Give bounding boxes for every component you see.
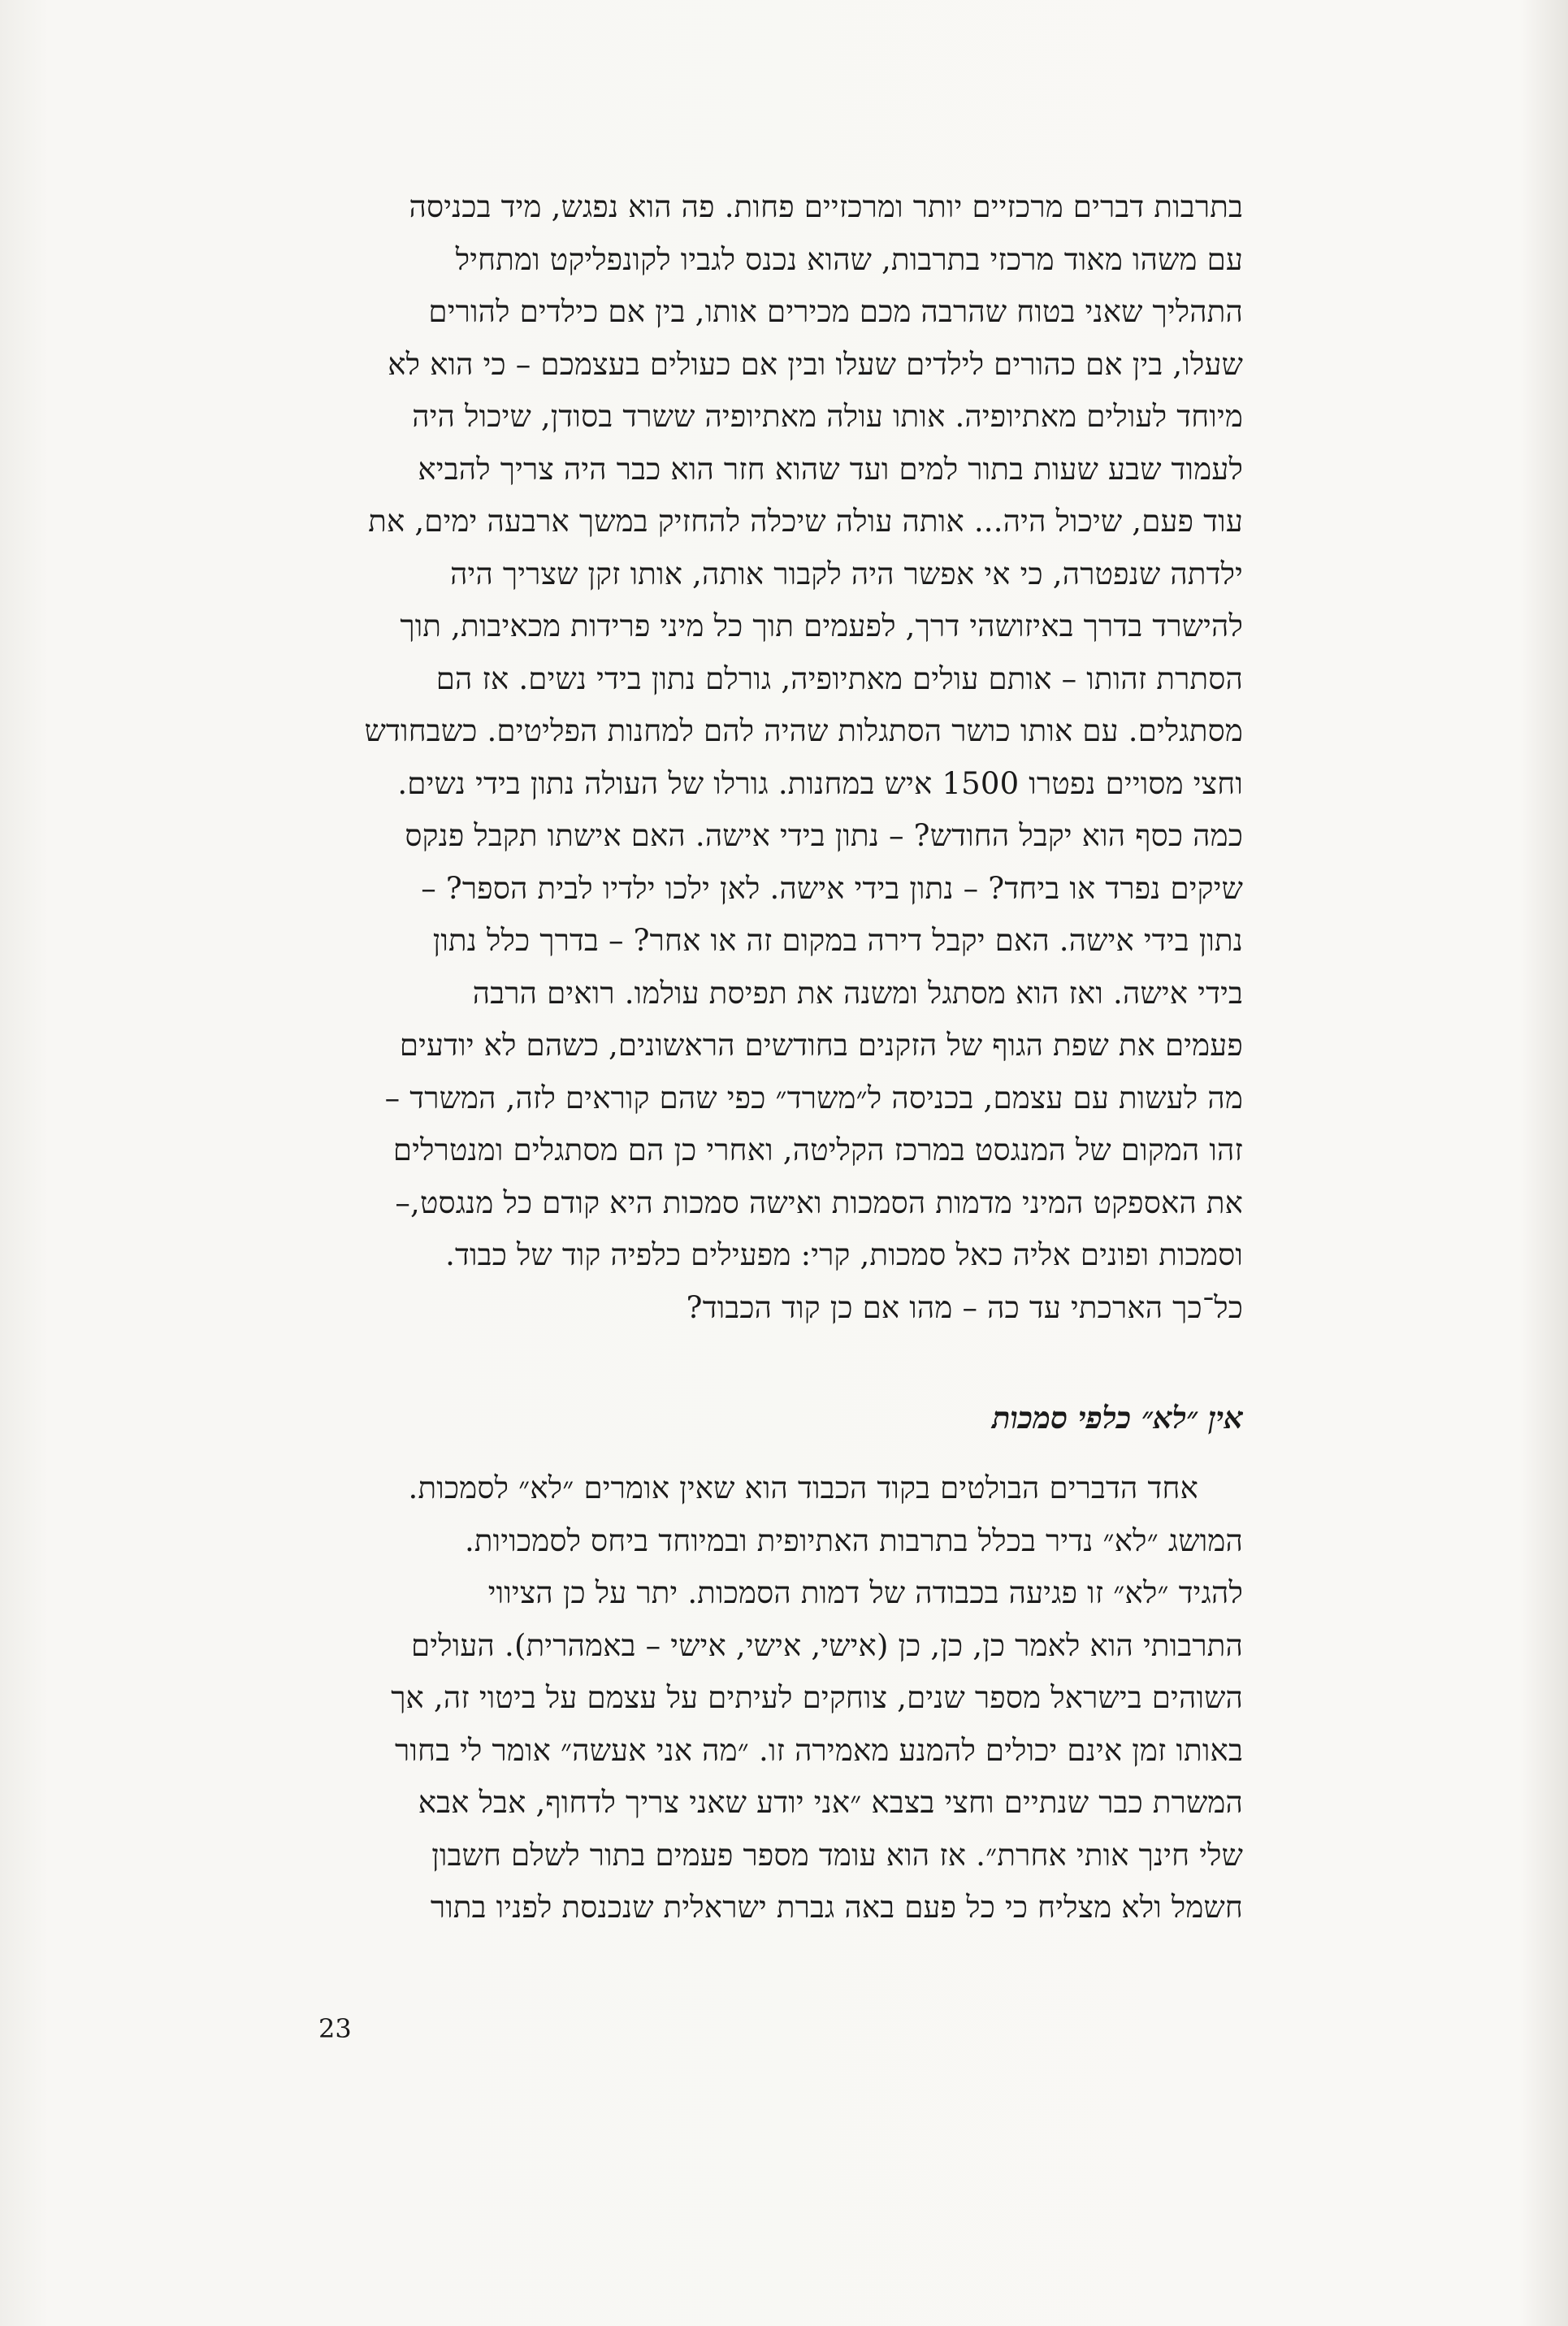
text-line: ילדתה שנפטרה, כי אי אפשר היה לקבור אותה, אותו זקן שצריך היה (450, 556, 1243, 591)
text-line: וחצי מסויים נפטרו 1500 איש במחנות. גורלו של העולה נתון בידי נשים. (397, 765, 1243, 801)
text-line: שלי חינך אותי אחרת״. אז הוא עומד מספר פעמים בתור לשלם חשבון (431, 1837, 1243, 1873)
text-line: כמה כסף הוא יקבל החודש? – נתון בידי אישה. האם אישתו תקבל פנקס (405, 818, 1243, 853)
text-line: המושג ״לא״ נדיר בכלל בתרבות האתיופית ובמיוחד ביחס לסמכויות. (464, 1523, 1243, 1558)
text-line: אחד הדברים הבולטים בקוד הכבוד הוא שאין אומרים ״לא״ לסמכות. (408, 1471, 1198, 1505)
text-line: להגיד ״לא״ זו פגיעה בכבודה של דמות הסמכות. יתר על כן הציווי (487, 1575, 1243, 1610)
page-number: 23 (318, 2013, 352, 2044)
text-line: עם משהו מאוד מרכזי בתרבות, שהוא נכנס לגביו לקונפליקט ומתחיל (455, 241, 1243, 277)
text-line: הסתרת זהותו – אותם עולים מאתיופיה, גורלם נתון בידי נשים. אז הם (435, 661, 1243, 696)
text-line: פעמים את שפת הגוף של הזקנים בחודשים הראשונים, כשהם לא יודעים (399, 1028, 1243, 1063)
text-line: כל־כך הארכתי עד כה – מהו אם כן קוד הכבוד? (686, 1289, 1243, 1325)
text-line: התרבותי הוא לאמר כן, כן, כן (אישי, אישי, אישי – באמהרית). העולים (411, 1627, 1243, 1663)
text-line: עוד פעם, שיכול היה... אותה עולה שיכלה להחזיק במשך ארבעה ימים, את (368, 504, 1243, 539)
text-line: את האספקט המיני מדמות הסמכות ואישה סמכות היא קודם כל מנגסט,– (395, 1185, 1243, 1220)
text-line: להישרד בדרך באיזושהי דרך, לפעמים תוך כל מיני פרידות מכאיבות, תוך (400, 609, 1243, 643)
text-line: וסמכות ופונים אליה כאל סמכות, קרי: מפעילים כלפיה קוד של כבוד. (445, 1237, 1243, 1272)
text-line: מה לעשות עם עצמם, בכניסה ל״משרד״ כפי שהם קוראים לזה, המשרד – (384, 1080, 1243, 1115)
text-line: חשמל ולא מצליח כי כל פעם באה גברת ישראלית שנכנסת לפניו בתור (430, 1890, 1243, 1925)
section-heading: אין ״לא״ כלפי סמכות (991, 1400, 1243, 1436)
text-line: השוהים בישראל מספר שנים, צוחקים לעיתים על עצמם על ביטוי זה, אך (391, 1680, 1243, 1715)
text-line: המשרת כבר שנתיים וחצי בצבא ״אני יודע שאני צריך לדחוף, אבל אבא (418, 1785, 1243, 1820)
text-line: באותו זמן אינם יכולים להמנע מאמירה זו. ״מה אני אעשה״ אומר לי בחור (394, 1732, 1243, 1768)
text-line: שעלו, בין אם כהורים לילדים שעלו ובין אם כעולים בעצמכם – כי הוא לא (388, 346, 1243, 382)
text-line: התהליך שאני בטוח שהרבה מכם מכירים אותו, בין אם כילדים להורים (428, 294, 1243, 329)
text-line: בתרבות דברים מרכזיים יותר ומרכזיים פחות. פה הוא נפגש, מיד בכניסה (409, 189, 1243, 224)
text-line: נתון בידי אישה. האם יקבל דירה במקום זה או אחר? – בדרך כלל נתון (432, 923, 1243, 958)
text-line: מסתגלים. עם אותו כושר הסתגלות שהיה להם למחנות הפליטים. כשבחודש (364, 713, 1243, 748)
text-line: זהו המקום של המנגסט במרכז הקליטה, ואחרי כן הם מסתגלים ומנטרלים (392, 1133, 1243, 1167)
paragraph-1 (321, 181, 1243, 1334)
text-line: שיקים נפרד או ביחד? – נתון בידי אישה. לאן ילכו ילדיו לבית הספר? – (421, 870, 1243, 906)
paragraph-2 (321, 1462, 1243, 1934)
text-line: בידי אישה. ואז הוא מסתגל ומשנה את תפיסת עולמו. רואים הרבה (472, 975, 1243, 1011)
text-line: מיוחד לעולים מאתיופיה. אותו עולה מאתיופיה ששרד בסודן, שיכול היה (412, 399, 1243, 434)
text-line: לעמוד שבע שעות בתור למים ועד שהוא חזר הוא כבר היה צריך להביא (418, 451, 1243, 487)
